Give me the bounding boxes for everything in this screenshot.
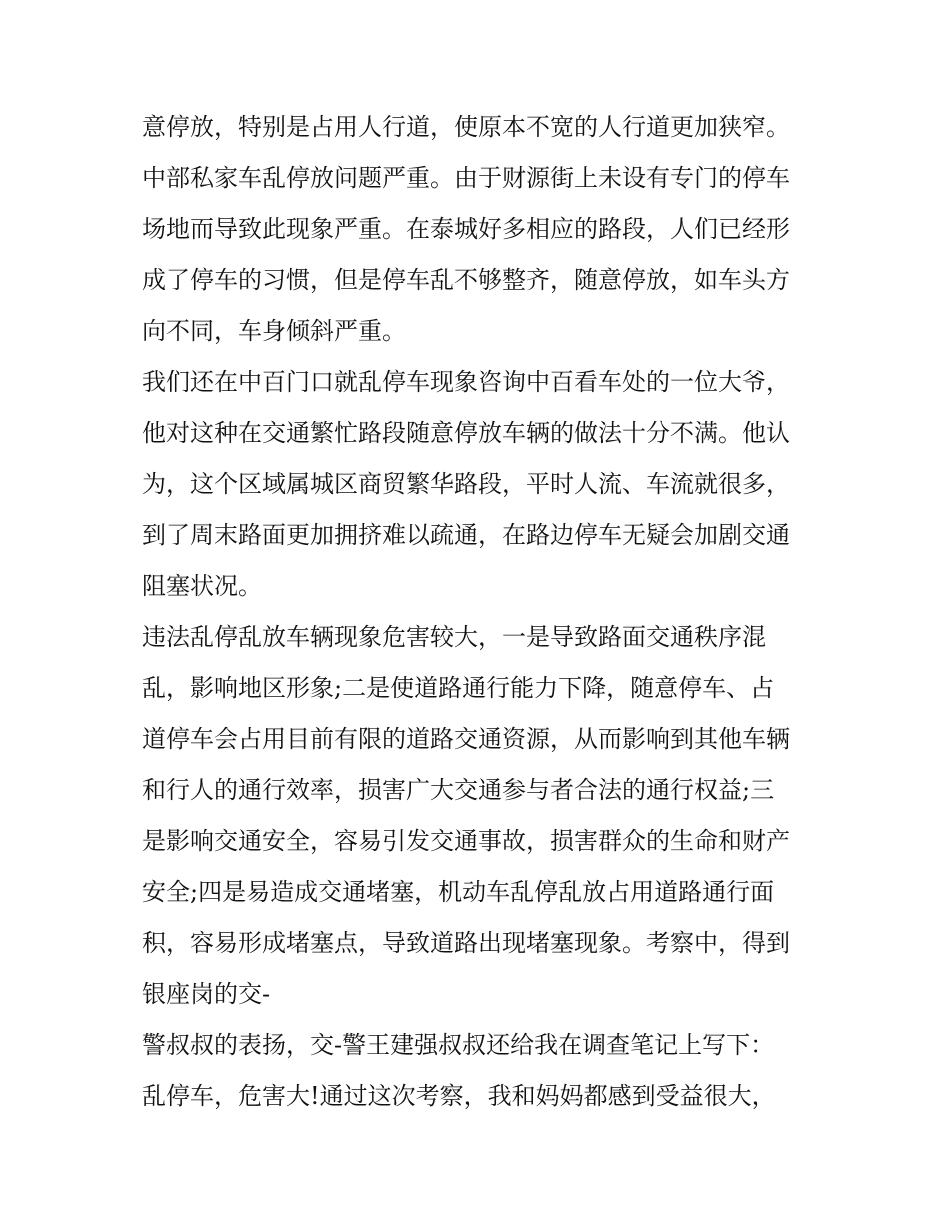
text-line: 乱停车，危害大!通过这次考察，我和妈妈都感到受益很大， bbox=[142, 1082, 776, 1110]
text-line: 为，这个区域属城区商贸繁华路段，平时人流、车流就很多， bbox=[142, 470, 790, 498]
text-line: 场地而导致此现象严重。在泰城好多相应的路段，人们已经形 bbox=[142, 215, 790, 243]
body-text bbox=[142, 102, 822, 1122]
text-line: 我们还在中百门口就乱停车现象咨询中百看车处的一位大爷， bbox=[142, 368, 790, 396]
text-line: 成了停车的习惯，但是停车乱不够整齐，随意停放，如车头方 bbox=[142, 266, 790, 294]
text-line: 向不同，车身倾斜严重。 bbox=[142, 317, 406, 345]
text-line: 阻塞状况。 bbox=[142, 572, 262, 600]
text-line: 他对这种在交通繁忙路段随意停放车辆的做法十分不满。他认 bbox=[142, 419, 790, 447]
text-line: 违法乱停乱放车辆现象危害较大，一是导致路面交通秩序混 bbox=[142, 623, 766, 651]
text-line: 意停放，特别是占用人行道，使原本不宽的人行道更加狭窄。 bbox=[142, 113, 790, 141]
text-line: 积，容易形成堵塞点，导致道路出现堵塞现象。考察中，得到 bbox=[142, 929, 790, 957]
text-line: 道停车会占用目前有限的道路交通资源，从而影响到其他车辆 bbox=[142, 725, 790, 753]
text-line: 乱，影响地区形象;二是使道路通行能力下降，随意停车、占 bbox=[142, 674, 775, 702]
text-line: 银座岗的交- bbox=[142, 980, 271, 1008]
text-line: 中部私家车乱停放问题严重。由于财源街上未设有专门的停车 bbox=[142, 164, 790, 192]
text-line: 警叔叔的表扬，交-警王建强叔叔还给我在调查笔记上写下： bbox=[142, 1031, 775, 1059]
text-line: 和行人的通行效率，损害广大交通参与者合法的通行权益;三 bbox=[142, 776, 775, 804]
text-line: 是影响交通安全，容易引发交通事故，损害群众的生命和财产 bbox=[142, 827, 790, 855]
text-line: 到了周末路面更加拥挤难以疏通，在路边停车无疑会加剧交通 bbox=[142, 521, 790, 549]
text-line: 安全;四是易造成交通堵塞，机动车乱停乱放占用道路通行面 bbox=[142, 878, 775, 906]
